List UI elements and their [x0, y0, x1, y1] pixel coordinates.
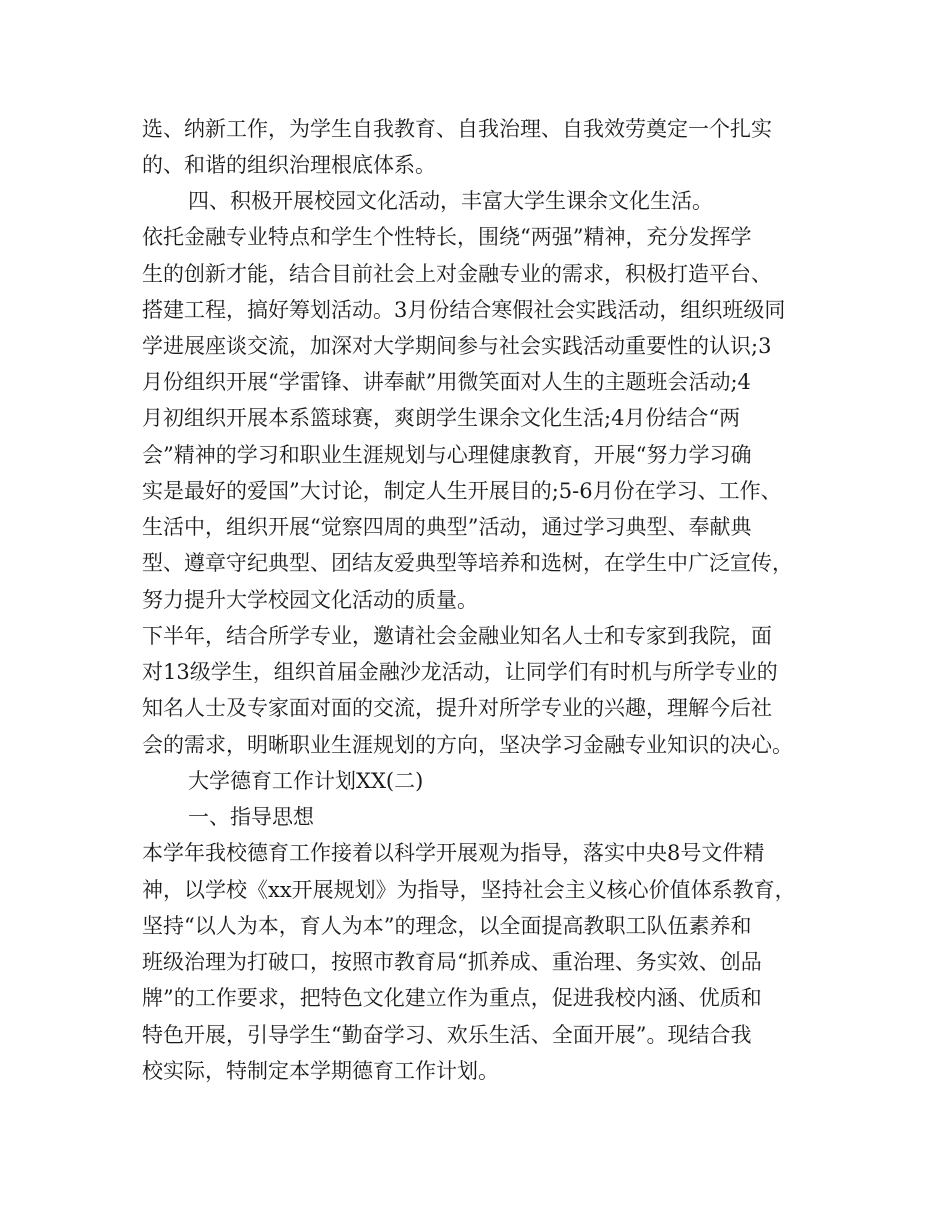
text-line: 实是最好的爱国”大讨论，制定人生开展目的;5-6月份在学习、工作、	[142, 479, 782, 503]
text-line: 生活中，组织开展“觉察四周的典型”活动，通过学习典型、奉献典	[142, 515, 752, 539]
document-title: 大学德育工作计划XX(二)	[188, 769, 424, 793]
text-line: 依托金融专业特点和学生个性特长，围绕“两强”精神，充分发挥学	[142, 225, 752, 249]
text-line: 会的需求，明晰职业生涯规划的方向，坚决学习金融专业知识的决心。	[142, 733, 793, 757]
text-line: 学进展座谈交流，加深对大学期间参与社会实践活动重要性的认识;3	[142, 334, 772, 358]
text-line: 会”精神的学习和职业生涯规划与心理健康教育，开展“努力学习确	[142, 443, 752, 467]
text-line: 本学年我校德育工作接着以科学开展观为指导，落实中央8号文件精	[142, 841, 765, 865]
text-line: 的、和谐的组织治理根底体系。	[142, 153, 436, 177]
text-line: 搭建工程，搞好筹划活动。3月份结合寒假社会实践活动，组织班级同	[142, 298, 786, 322]
text-line: 努力提升大学校园文化活动的质量。	[142, 588, 478, 612]
text-line: 校实际，特制定本学期德育工作计划。	[142, 1059, 499, 1083]
text-line: 班级治理为打破口，按照市教育局“抓养成、重治理、务实效、创品	[142, 950, 762, 974]
text-line: 型、遵章守纪典型、团结友爱典型等培养和选树，在学生中广泛宣传，	[142, 551, 793, 575]
text-line: 特色开展，引导学生“勤奋学习、欢乐生活、全面开展”。现结合我	[142, 1023, 752, 1047]
text-line: 下半年，结合所学专业，邀请社会金融业知名人士和专家到我院，面	[142, 624, 772, 648]
text-line: 月初组织开展本系篮球赛，爽朗学生课余文化生活;4月份结合“两	[142, 406, 741, 430]
text-line: 神，以学校《xx开展规划》为指导，坚持社会主义核心价值体系教育，	[142, 878, 796, 902]
text-line: 月份组织开展“学雷锋、讲奉献”用微笑面对人生的主题班会活动;4	[142, 370, 751, 394]
text-line: 坚持“以人为本，育人为本”的理念，以全面提高教职工队伍素养和	[142, 914, 752, 938]
text-line: 选、纳新工作，为学生自我教育、自我治理、自我效劳奠定一个扎实	[142, 117, 772, 141]
text-line: 知名人士及专家面对面的交流，提升对所学专业的兴趣，理解今后社	[142, 696, 772, 720]
text-line: 生的创新才能，结合目前社会上对金融专业的需求，积极打造平台、	[142, 262, 772, 286]
text-line: 牌”的工作要求，把特色文化建立作为重点，促进我校内涵、优质和	[142, 986, 762, 1010]
section-heading: 一、指导思想	[188, 805, 314, 829]
text-line: 对13级学生，组织首届金融沙龙活动，让同学们有时机与所学专业的	[142, 660, 778, 684]
section-heading: 四、积极开展校园文化活动，丰富大学生课余文化生活。	[188, 189, 713, 213]
